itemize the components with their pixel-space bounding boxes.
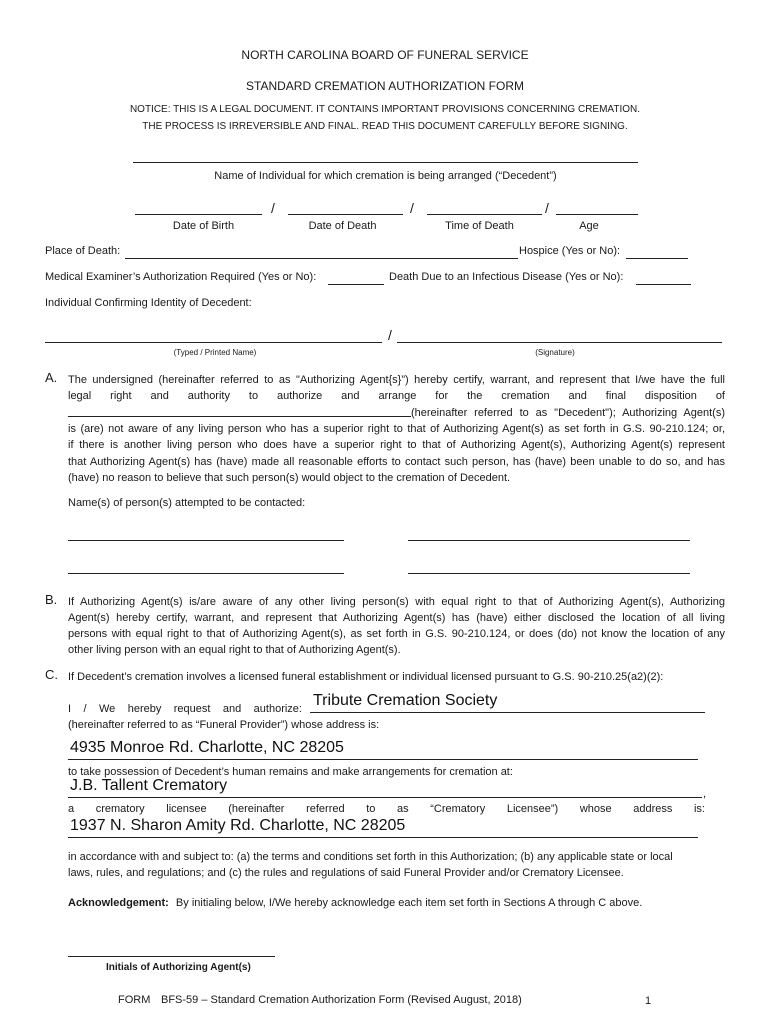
funeral-provider-underline	[310, 712, 705, 713]
crematory-value[interactable]: J.B. Tallent Crematory	[70, 777, 228, 794]
licensee-text: a crematory licensee (hereinafter referred to as “Crematory Licensee”) whose address is:	[68, 803, 705, 815]
signature-caption: (Signature)	[535, 348, 575, 357]
age-caption: Age	[579, 220, 599, 232]
hospice-field[interactable]	[626, 258, 688, 259]
provider-address-underline	[68, 759, 698, 760]
place-of-death-field[interactable]	[125, 258, 518, 259]
separator-slash: /	[271, 200, 275, 216]
section-a-line-7: (have) no reason to believe that such person(s) would object to the cremation of Decedent.	[68, 472, 511, 484]
footer-form-text: BFS-59 – Standard Cremation Authorization Form (Revised August, 2018)	[161, 994, 522, 1006]
notice-line-1: NOTICE: THIS IS A LEGAL DOCUMENT. IT CONTAINS IMPORTANT PROVISIONS CONCERNING CREMATION.	[129, 104, 641, 115]
infectious-label: Death Due to an Infectious Disease (Yes or No):	[389, 271, 624, 283]
accordance-line-2: laws, rules, and regulations; and (c) the rules and regulations of said Funeral Provider and/or Crematory Licensee.	[68, 867, 624, 879]
contacted-person-field[interactable]	[408, 573, 690, 574]
contacted-person-field[interactable]	[68, 540, 344, 541]
date-of-birth-field[interactable]	[135, 214, 262, 215]
crematory-underline	[68, 797, 702, 798]
acknowledgement-label: Acknowledgement:	[68, 897, 169, 909]
dod-caption: Date of Death	[308, 220, 377, 232]
dob-caption: Date of Birth	[172, 220, 235, 232]
date-of-death-field[interactable]	[288, 214, 403, 215]
section-a-line-4: is (are) not aware of any living person who has a superior right to that of Authorizing Agent(s) as set forth in G.S. 90-210.124; or,	[68, 423, 725, 435]
section-c-letter: C.	[45, 667, 58, 682]
possession-text: to take possession of Decedent’s human remains and make arrangements for cremation at:	[68, 766, 513, 778]
hospice-label: Hospice (Yes or No):	[519, 245, 621, 257]
contacted-person-field[interactable]	[68, 573, 344, 574]
acknowledgement	[68, 895, 642, 911]
me-auth-field[interactable]	[328, 284, 384, 285]
accordance-line-1: in accordance with and subject to: (a) the terms and conditions set forth in this Authorization; (b) any applicable state or local	[68, 851, 673, 863]
place-of-death-label: Place of Death:	[45, 245, 121, 257]
section-c-intro: If Decedent’s cremation involves a licensed funeral establishment or individual licensed pursuant to G.S. 90-210.25(a2)(2):	[68, 671, 664, 683]
identity-printed-name-field[interactable]	[45, 342, 382, 343]
identity-signature-field[interactable]	[397, 342, 722, 343]
initials-caption: Initials of Authorizing Agent(s)	[106, 962, 251, 973]
initials-field[interactable]	[68, 956, 275, 957]
provider-address-value[interactable]: 4935 Monroe Rd. Charlotte, NC 28205	[70, 739, 344, 756]
section-b-line-1: If Authorizing Agent(s) is/are aware of any other living person(s) with equal right to that of Authorizing Agent(s), Authorizing	[68, 596, 725, 608]
section-a-line-6: that Authorizing Agent(s) has (have) made all reasonable efforts to contact such person, has (have) been unable to do so, and has	[68, 456, 725, 468]
notice-line-2: THE PROCESS IS IRREVERSIBLE AND FINAL. READ THIS DOCUMENT CAREFULLY BEFORE SIGNING.	[142, 121, 628, 132]
section-a-decedent-field[interactable]	[68, 416, 411, 417]
request-label: I / We hereby request and authorize:	[68, 703, 302, 715]
board-title: NORTH CAROLINA BOARD OF FUNERAL SERVICE	[241, 48, 529, 62]
funeral-provider-value[interactable]: Tribute Cremation Society	[313, 692, 498, 709]
identity-label: Individual Confirming Identity of Decedent:	[45, 297, 252, 309]
provider-reference: (hereinafter referred to as “Funeral Provider”) whose address is:	[68, 719, 380, 731]
section-b-line-3: persons with equal right to that of Authorizing Agent(s), as set forth in G.S. 90-210.124, or does (do) not know the location of any	[68, 628, 725, 640]
section-a-line-1: The undersigned (hereinafter referred to as "Authorizing Agent{s}”) hereby certify, warrant, and represent that I/we have the full	[68, 374, 725, 386]
crematory-comma: ,	[703, 788, 707, 800]
separator-slash: /	[388, 327, 392, 343]
printed-name-caption: (Typed / Printed Name)	[173, 348, 257, 357]
separator-slash: /	[545, 200, 549, 216]
separator-slash: /	[410, 200, 414, 216]
infectious-field[interactable]	[636, 284, 691, 285]
contacted-person-field[interactable]	[408, 540, 690, 541]
section-b-letter: B.	[45, 592, 58, 607]
footer-form-label: FORM	[118, 994, 151, 1006]
decedent-name-caption: Name of Individual for which cremation is being arranged (“Decedent”)	[214, 170, 557, 182]
acknowledgement-text: By initialing below, I/We hereby acknowledge each item set forth in Sections A through C above.	[175, 897, 643, 909]
contacted-label: Name(s) of person(s) attempted to be contacted:	[68, 497, 306, 509]
section-a-line-3: (hereinafter referred to as "Decedent"); Authorizing Agent(s)	[411, 407, 725, 419]
form-title: STANDARD CREMATION AUTHORIZATION FORM	[246, 79, 524, 93]
crematory-address-value[interactable]: 1937 N. Sharon Amity Rd. Charlotte, NC 28205	[70, 817, 406, 834]
time-of-death-field[interactable]	[427, 214, 542, 215]
tod-caption: Time of Death	[445, 220, 514, 232]
crematory-address-underline	[68, 837, 698, 838]
me-auth-label: Medical Examiner’s Authorization Required (Yes or No):	[45, 271, 317, 283]
section-b-line-2: Agent(s) hereby certify, warrant, and represent that Authorizing Agent(s) has (have) either disclosed the location of all living	[68, 612, 725, 624]
section-a-line-5: if there is another living person who does have a superior right to that of Authorizing Agent(s), Authorizing Agent(s) represent	[68, 439, 725, 451]
age-field[interactable]	[556, 214, 638, 215]
section-a-line-2: legal right and authority to authorize and arrange for the cremation and final disposition of	[68, 390, 725, 402]
page-number: 1	[645, 995, 652, 1007]
decedent-name-field[interactable]	[133, 162, 638, 163]
section-b-line-4: other living person with an equal right to that of Authorizing Agent(s).	[68, 644, 401, 656]
section-a-letter: A.	[45, 370, 58, 385]
